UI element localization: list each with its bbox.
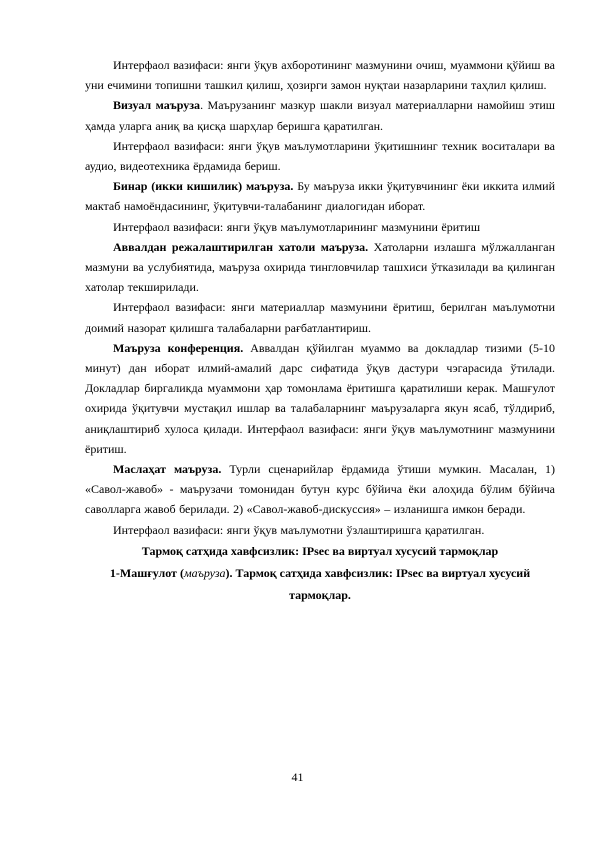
paragraph-interactive-function-3 [85, 217, 555, 237]
paragraph-conference-lecture [85, 338, 555, 459]
paragraph-interactive-function-4 [85, 297, 555, 337]
paragraph-consultation-lecture [85, 459, 555, 520]
paragraph-binary-lecture [85, 176, 555, 216]
paragraph-interactive-function-1 [85, 55, 555, 95]
paragraph-text: Интерфаол вазифаси: янги ўқув маълумотни ўзлаштиришга қаратилган. [113, 522, 485, 537]
paragraph-interactive-function-5 [85, 520, 555, 540]
lesson-heading [85, 562, 555, 606]
lesson-heading-suffix: ). Тармоқ сатҳида хавфсизлик: IPsec ва виртуал хусусий тармоқлар. [225, 565, 531, 602]
paragraph-lead: Аввалдан режалаштирилган хатоли маъруза. [113, 239, 369, 254]
paragraph-text: Интерфаол вазифаси: янги ўқув ахборотининг мазмунини очиш, муаммони қўйиш ва уни ечимини топишни ташкил қилиш, ҳозирги замон нуқтаи назарларини таҳлил қилиш. [85, 58, 555, 93]
lesson-heading-prefix: 1-Машғулот ( [109, 565, 184, 580]
paragraph-lead: Визуал маъруза [113, 98, 201, 113]
paragraph-text: Интерфаол вазифаси: янги ўқув маълумотларининг мазмунини ёритиш [113, 219, 481, 234]
document-body [85, 55, 555, 606]
paragraph-lead: Бинар (икки кишилик) маъруза. [113, 179, 294, 194]
paragraph-visual-lecture [85, 95, 555, 135]
paragraph-planned-errors-lecture [85, 237, 555, 298]
paragraph-text: . Маърузанинг мазкур шакли визуал материалларни намойиш этиш ҳамда уларга аниқ ва қисқа шарҳлар беришга қаратилган. [85, 98, 556, 133]
section-heading: Тармоқ сатҳида хавфсизлик: IPsec ва виртуал хусусий тармоқлар [141, 543, 499, 558]
paragraph-text: Турли сценарийлар ёрдамида ўтиши мумкин. Масалан, 1) «Савол-жавоб» - маърузачи томонидан бутун курс бўйича ёки алоҳида бўлим бўйича саволларга жавоб берилади. 2) «Савол-жавоб-дискуссия» – изланишга имкон беради. [85, 462, 555, 517]
paragraph-lead: Маслаҳат маъруза. [113, 462, 222, 477]
paragraph-interactive-function-2 [85, 136, 555, 176]
lesson-heading-italic: маъруза [183, 565, 226, 580]
paragraph-text: Бу маъруза икки ўқитувчининг ёки иккита илмий мактаб намоёндасининг, ўқитувчи-талабанинг диалогидан иборат. [85, 179, 555, 214]
page-number: 41 [291, 770, 304, 784]
paragraph-text: Аввалдан қўйилган муаммо ва докладлар тизими (5-10 минут) дан иборат илмий-амалий дарс сифатида ўқув дастури чэгарасида ўтилади. Докладлар биргаликда муаммони ҳар томонлама ёритишга қаратилиши керак. Машғулот охирида ўқитувчи мустақил ишлар ва талабаларнинг маърузаларга якун ясаб, тўлдириб, аниқлаштириб хулоса қилади. Интерфаол вазифаси: янги ўқув маълумотнинг мазмунини ёритиш. [85, 340, 555, 456]
paragraph-lead: Маъруза конференция. [113, 340, 244, 355]
paragraph-text: Интерфаол вазифаси: янги материаллар мазмунини ёритиш, берилган маълумотни доимий назорат қилишга талабаларни рағбатлантириш. [85, 300, 555, 335]
paragraph-text: Хатоларни излашга мўлжалланган мазмуни ва услубиятида, маъруза охирида тингловчилар ташхиси ўтказилади ва қилинган хатолар текширилади. [85, 239, 556, 295]
paragraph-text: Интерфаол вазифаси: янги ўқув маълумотларини ўқитишнинг техник воситалари ва аудио, видеотехника ёрдамида бериш. [85, 138, 555, 174]
